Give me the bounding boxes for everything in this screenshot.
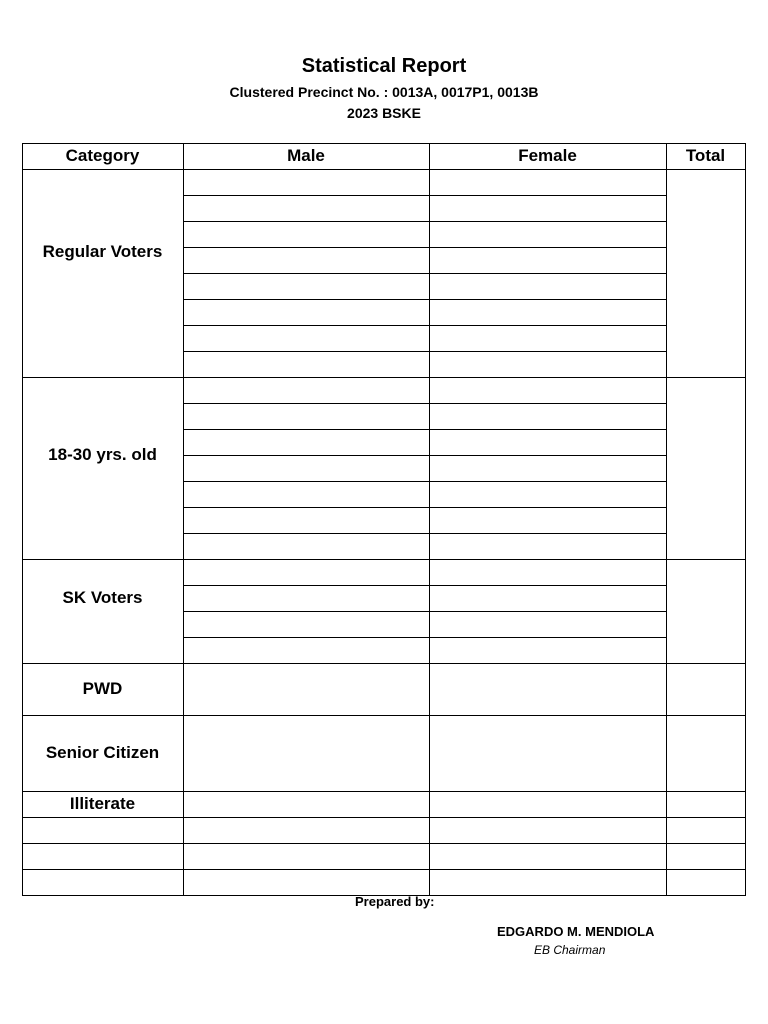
election-line: 2023 BSKE xyxy=(347,105,421,121)
table-rule xyxy=(183,299,667,300)
table-rule xyxy=(183,637,667,638)
prepared-by-label: Prepared by: xyxy=(355,894,435,909)
column-header-category: Category xyxy=(65,146,140,165)
signer-role: EB Chairman xyxy=(534,943,606,957)
category-blank xyxy=(22,869,183,895)
table-rule xyxy=(183,585,667,586)
table-rule xyxy=(183,533,667,534)
signer-name: EDGARDO M. MENDIOLA xyxy=(497,924,655,939)
table-rule xyxy=(183,507,667,508)
table-rule xyxy=(745,143,746,896)
table-rule xyxy=(183,247,667,248)
category-blank xyxy=(22,817,183,843)
table-rule xyxy=(183,403,667,404)
category-senior-citizen: Senior Citizen xyxy=(45,743,160,762)
column-header-total: Total xyxy=(685,146,726,165)
table-rule xyxy=(183,325,667,326)
table-rule xyxy=(22,143,23,896)
category-regular-voters: Regular Voters xyxy=(42,242,163,261)
table-rule xyxy=(429,143,430,896)
table-rule xyxy=(183,273,667,274)
category-blank xyxy=(22,843,183,869)
column-header-female: Female xyxy=(518,146,577,165)
report-table xyxy=(22,143,745,896)
table-rule xyxy=(183,221,667,222)
table-rule xyxy=(183,143,184,896)
category-pwd: PWD xyxy=(82,679,123,698)
precinct-line: Clustered Precinct No. : 0013A, 0017P1, 0013B xyxy=(229,84,539,100)
table-rule xyxy=(183,611,667,612)
report-title: Statistical Report xyxy=(301,55,467,77)
table-rule xyxy=(183,429,667,430)
column-header-male: Male xyxy=(287,146,325,165)
table-rule xyxy=(183,195,667,196)
table-rule xyxy=(183,455,667,456)
table-rule xyxy=(183,481,667,482)
table-rule xyxy=(183,351,667,352)
category-18-30-yrs-old: 18-30 yrs. old xyxy=(48,445,157,464)
table-rule xyxy=(666,143,667,896)
category-sk-voters: SK Voters xyxy=(62,588,143,607)
category-illiterate: Illiterate xyxy=(69,794,136,813)
